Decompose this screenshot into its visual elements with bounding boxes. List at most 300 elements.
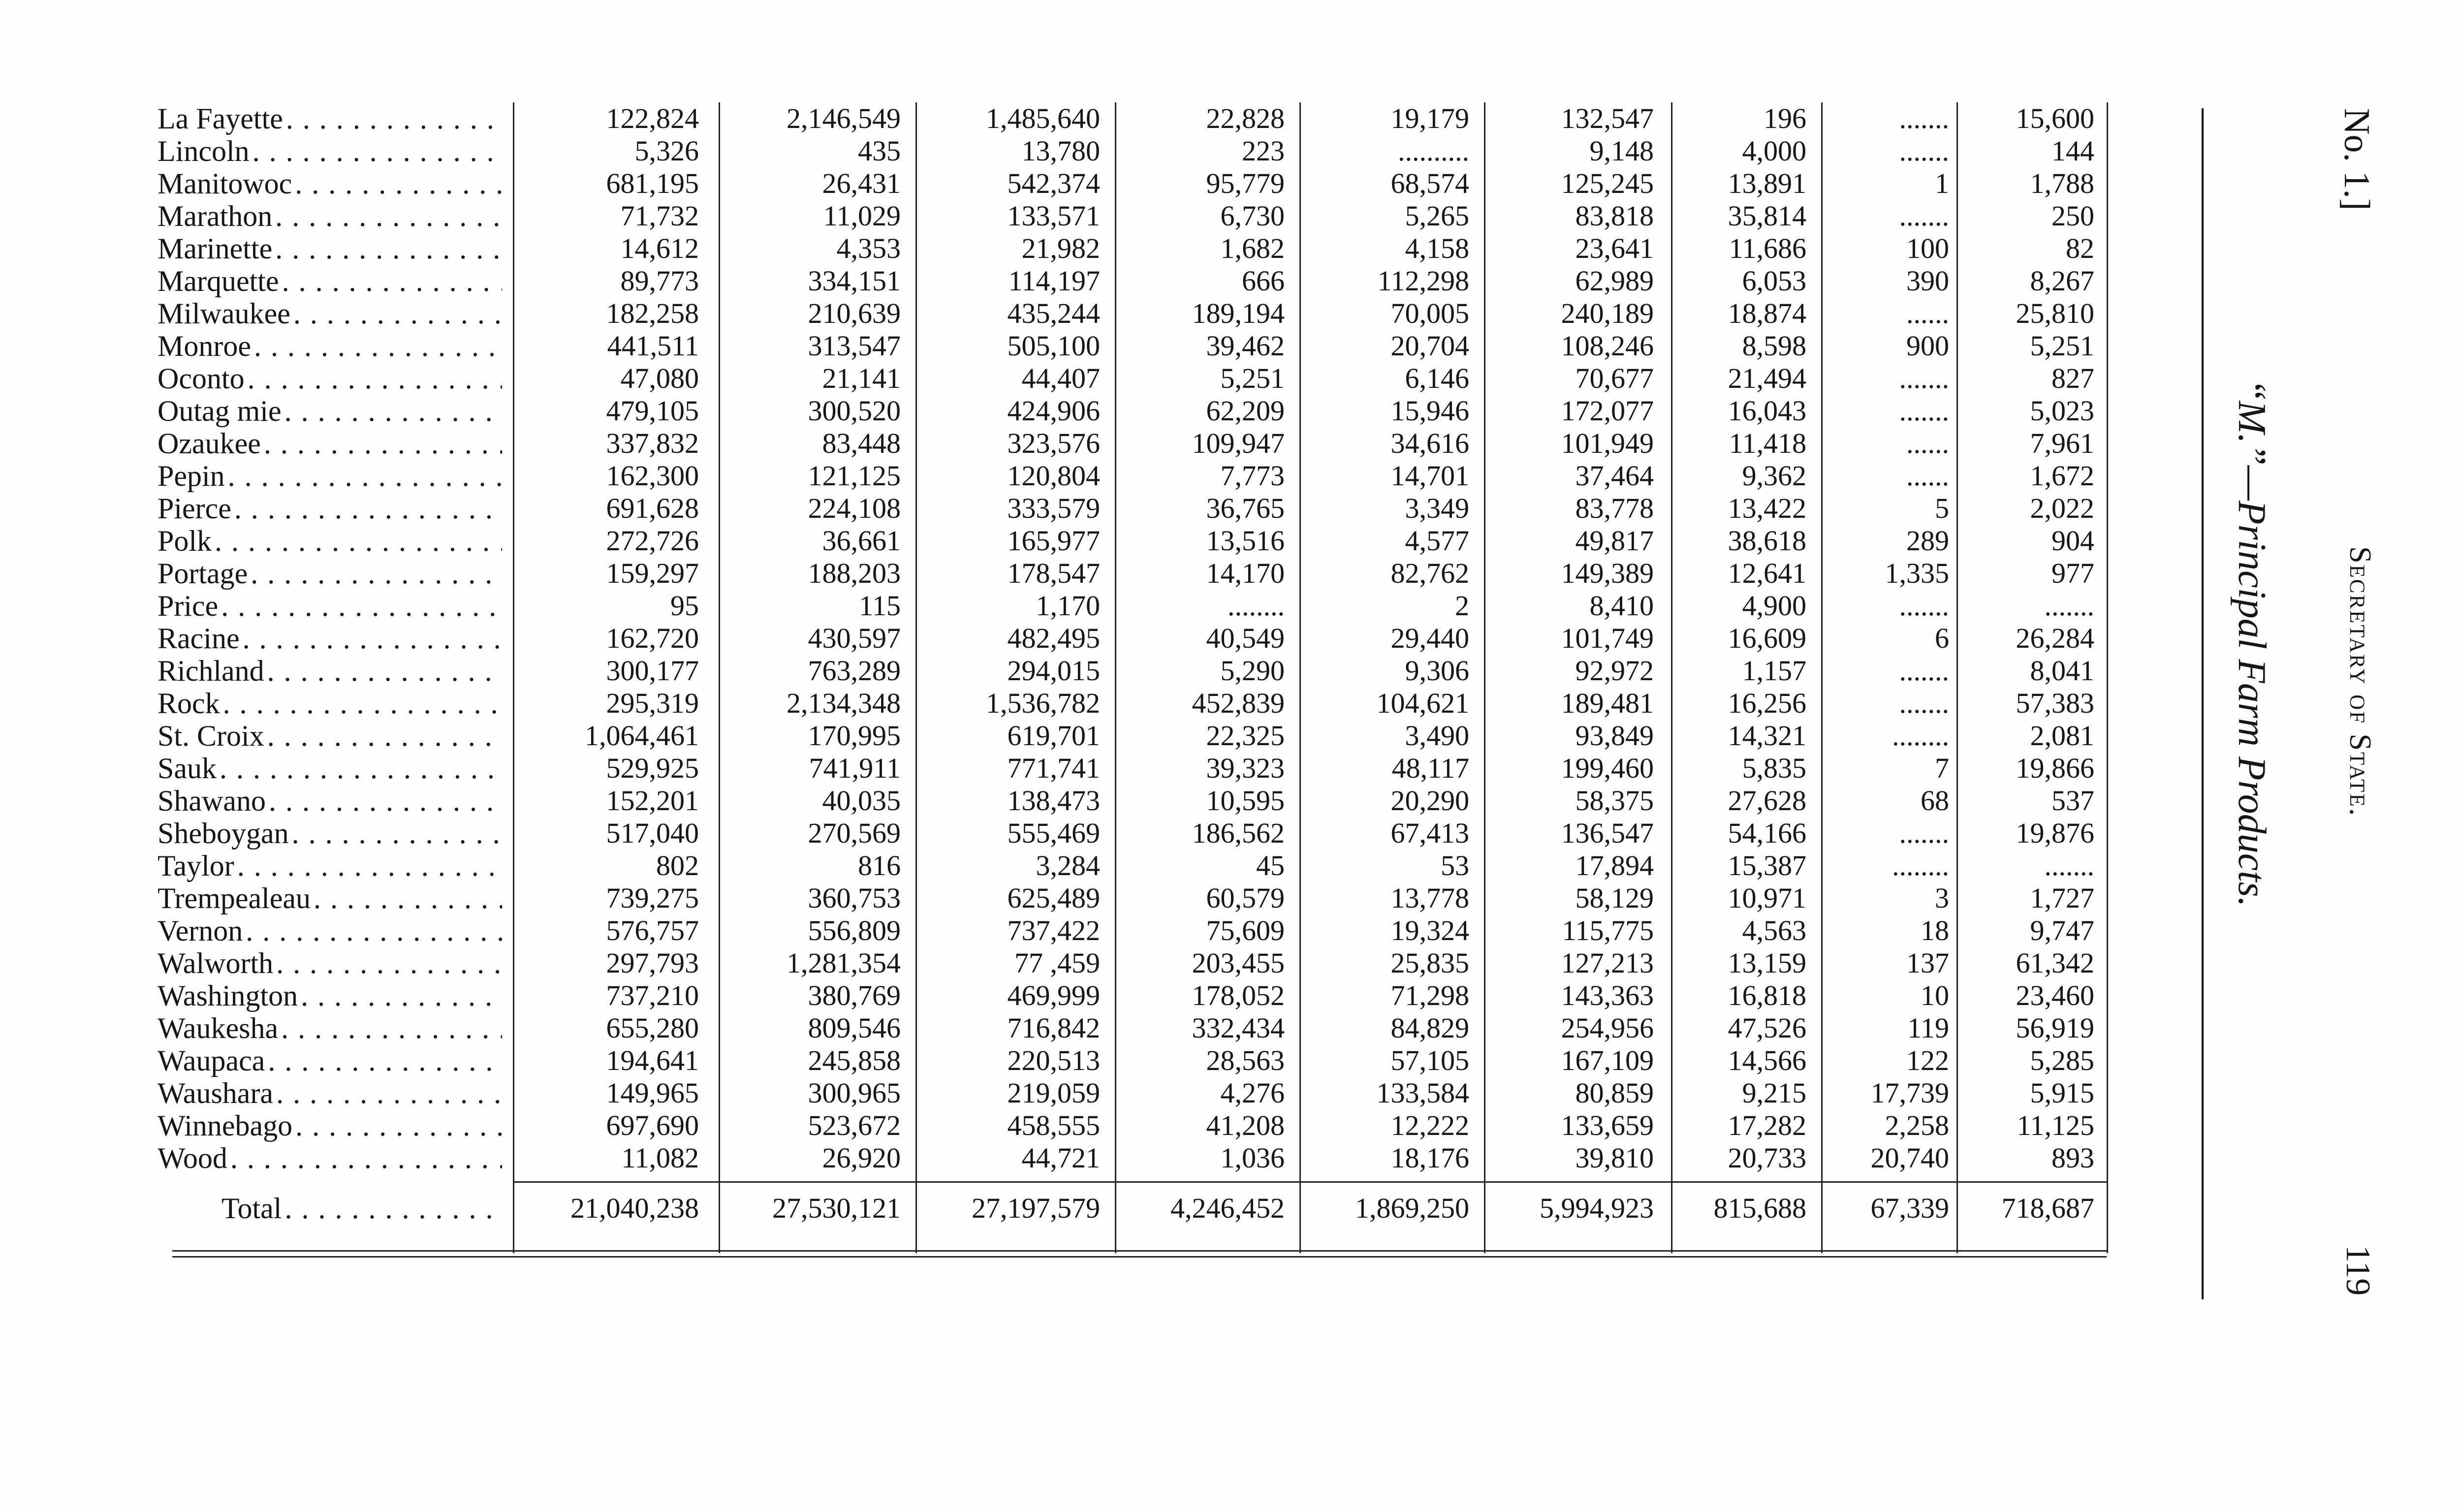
table-cell: 115,775	[1562, 914, 1654, 946]
row-label: Total	[221, 1192, 284, 1225]
table-cell: 6,730	[1220, 200, 1285, 232]
table-row	[158, 590, 2126, 622]
county-name	[158, 167, 502, 200]
table-cell: .......	[1899, 655, 1949, 687]
table-cell: 127,213	[1561, 947, 1654, 979]
table-cell: 23,460	[2016, 979, 2094, 1011]
table-cell: 737,422	[1007, 914, 1100, 946]
county-name	[158, 265, 502, 297]
table-cell: .......	[1899, 200, 1949, 232]
table-cell: 254,956	[1561, 1012, 1654, 1044]
table-cell: 125,245	[1561, 167, 1654, 199]
table-cell: 741,911	[809, 752, 901, 784]
county-name	[158, 882, 502, 914]
table-cell: .......	[2044, 590, 2094, 622]
table-row	[158, 1012, 2126, 1044]
table-row	[158, 1142, 2126, 1174]
table-cell: 1,064,461	[585, 720, 699, 752]
table-row	[158, 850, 2126, 882]
county-name	[158, 200, 502, 232]
table-cell: 4,276	[1220, 1077, 1285, 1109]
table-cell: 39,462	[1206, 330, 1285, 362]
table-cell: 1,682	[1220, 232, 1285, 264]
table-row	[158, 492, 2126, 525]
table-cell: 5,994,923	[1540, 1192, 1654, 1224]
table-cell: 441,511	[607, 330, 699, 362]
table-cell: 167,109	[1561, 1044, 1654, 1076]
table-cell: ........	[1892, 850, 1949, 882]
county-name	[158, 1077, 502, 1109]
table-cell: 9,215	[1742, 1077, 1806, 1109]
county-name	[158, 850, 502, 882]
table-cell: ......	[1906, 297, 1949, 329]
table-cell: 57,105	[1390, 1044, 1469, 1076]
table-cell: .......	[1899, 135, 1949, 167]
table-cell: 697,690	[606, 1109, 699, 1141]
table-cell: 5,251	[2030, 330, 2094, 362]
table-row	[158, 200, 2126, 232]
table-cell: 182,258	[606, 297, 699, 329]
row-label: Milwaukee	[158, 297, 293, 330]
table-cell: 189,194	[1192, 297, 1285, 329]
table-cell: 8,267	[2030, 265, 2094, 297]
table-cell: 19,866	[2016, 752, 2094, 784]
table-cell: 1,788	[2030, 167, 2094, 199]
table-cell: 5,251	[1220, 362, 1285, 394]
table-cell: 68	[1921, 785, 1949, 817]
county-name	[158, 1142, 502, 1174]
table-cell: 40,549	[1206, 622, 1285, 654]
row-label: Marinette	[158, 232, 275, 265]
table-cell: 49,817	[1575, 525, 1654, 557]
table-cell: 28,563	[1206, 1044, 1285, 1076]
table-cell: 101,749	[1561, 622, 1654, 654]
row-label: St. Croix	[158, 720, 267, 752]
row-label: Pierce	[158, 492, 234, 525]
table-cell: 101,949	[1561, 427, 1654, 459]
table-cell: 56,919	[2016, 1012, 2094, 1044]
table-cell: 294,015	[1007, 655, 1100, 687]
table-cell: 162,720	[606, 622, 699, 654]
row-label: Washington	[158, 979, 301, 1012]
county-name	[158, 947, 502, 979]
table-cell: 893	[2051, 1142, 2094, 1174]
table-cell: 1,485,640	[986, 102, 1100, 134]
row-label: Pepin	[158, 460, 228, 492]
table-cell: .......	[1899, 362, 1949, 394]
table-cell: .......	[1899, 590, 1949, 622]
table-cell: 19,876	[2016, 817, 2094, 849]
table-cell: 178,547	[1007, 557, 1100, 589]
table-cell: 2,258	[1885, 1109, 1949, 1141]
table-cell: 45	[1256, 850, 1285, 882]
table-cell: 15,946	[1390, 395, 1469, 427]
table-cell: 6	[1935, 622, 1949, 654]
table-cell: 619,701	[1007, 720, 1100, 752]
table-cell: 718,687	[2001, 1192, 2094, 1224]
table-row	[158, 460, 2126, 492]
table-cell: 170,995	[808, 720, 901, 752]
table-cell: 1,170	[1036, 590, 1100, 622]
table-cell: 2	[1455, 590, 1469, 622]
table-cell: 122	[1906, 1044, 1949, 1076]
table-cell: 555,469	[1007, 817, 1100, 849]
table-cell: 5,285	[2030, 1044, 2094, 1076]
table-cell: 802	[656, 850, 699, 882]
table-cell: 5,835	[1742, 752, 1806, 784]
table-cell: 625,489	[1007, 882, 1100, 914]
table-cell: 9,306	[1405, 655, 1469, 687]
table-cell: 12,641	[1728, 557, 1806, 589]
table-cell: 289	[1906, 525, 1949, 557]
table-cell: 2,081	[2030, 720, 2094, 752]
table-cell: 199,460	[1561, 752, 1654, 784]
table-cell: 3,349	[1405, 492, 1469, 524]
table-cell: 337,832	[606, 427, 699, 459]
farm-products-table	[158, 102, 2107, 1293]
table-cell: 83,778	[1575, 492, 1654, 524]
table-cell: 977	[2051, 557, 2094, 589]
table-cell: 60,579	[1206, 882, 1285, 914]
table-row	[158, 1044, 2126, 1077]
county-name	[158, 1044, 502, 1077]
table-cell: 1,281,354	[787, 947, 901, 979]
table-cell: 13,422	[1728, 492, 1806, 524]
row-label: Trempealeau	[158, 882, 314, 914]
table-cell: 47,526	[1728, 1012, 1806, 1044]
table-cell: 149,389	[1561, 557, 1654, 589]
table-cell: 57,383	[2016, 687, 2094, 719]
table-cell: 100	[1906, 232, 1949, 264]
table-cell: 18,874	[1728, 297, 1806, 329]
table-cell: 517,040	[606, 817, 699, 849]
table-cell: 143,363	[1561, 979, 1654, 1011]
table-cell: 172,077	[1561, 395, 1654, 427]
table-cell: 93,849	[1575, 720, 1654, 752]
table-cell: 58,129	[1575, 882, 1654, 914]
table-cell: 75,609	[1206, 914, 1285, 946]
table-cell: 523,672	[808, 1109, 901, 1141]
table-cell: 1,869,250	[1355, 1192, 1469, 1224]
county-name	[158, 557, 502, 590]
table-cell: 203,455	[1192, 947, 1285, 979]
row-label: Vernon	[158, 914, 246, 947]
table-cell: 5,326	[634, 135, 699, 167]
table-cell: 133,584	[1376, 1077, 1469, 1109]
table-cell: 17,282	[1728, 1109, 1806, 1141]
table-cell: 95	[670, 590, 699, 622]
table-cell: 21,494	[1728, 362, 1806, 394]
table-row	[158, 135, 2126, 167]
table-cell: 36,661	[822, 525, 901, 557]
table-cell: 29,440	[1390, 622, 1469, 654]
county-name	[158, 492, 502, 525]
table-cell: 435,244	[1007, 297, 1100, 329]
table-cell: 452,839	[1192, 687, 1285, 719]
table-row	[158, 882, 2126, 914]
table-cell: 1,536,782	[986, 687, 1100, 719]
table-cell: 54,166	[1728, 817, 1806, 849]
county-name	[158, 362, 502, 395]
table-cell: 10,595	[1206, 785, 1285, 817]
table-cell: 178,052	[1192, 979, 1285, 1011]
table-cell: 681,195	[606, 167, 699, 199]
table-cell: 219,059	[1007, 1077, 1100, 1109]
row-label: Rock	[158, 687, 223, 720]
row-label: Taylor	[158, 850, 237, 882]
table-cell: 38,618	[1728, 525, 1806, 557]
table-cell: 20,733	[1728, 1142, 1806, 1174]
table-cell: 23,641	[1575, 232, 1654, 264]
table-cell: 5,915	[2030, 1077, 2094, 1109]
table-cell: 334,151	[808, 265, 901, 297]
table-row	[158, 362, 2126, 395]
table-cell: 188,203	[808, 557, 901, 589]
table-cell: 132,547	[1561, 102, 1654, 134]
table-cell: 44,721	[1021, 1142, 1100, 1174]
table-cell: 771,741	[1007, 752, 1100, 784]
table-cell: 20,740	[1870, 1142, 1949, 1174]
table-cell: 1,157	[1742, 655, 1806, 687]
table-cell: 47,080	[620, 362, 699, 394]
table-cell: 162,300	[606, 460, 699, 492]
table-cell: 430,597	[808, 622, 901, 654]
table-cell: 10,971	[1728, 882, 1806, 914]
table-cell: 136,547	[1561, 817, 1654, 849]
table-cell: 16,043	[1728, 395, 1806, 427]
table-cell: 435	[858, 135, 901, 167]
table-cell: 8,041	[2030, 655, 2094, 687]
table-cell: 112,298	[1377, 265, 1469, 297]
county-name	[158, 914, 502, 947]
table-cell: 300,177	[606, 655, 699, 687]
table-cell: 18	[1921, 914, 1949, 946]
table-cell: 13,516	[1206, 525, 1285, 557]
table-cell: 17,894	[1575, 850, 1654, 882]
table-row	[158, 752, 2126, 785]
table-cell: 360,753	[808, 882, 901, 914]
table-cell: 19,179	[1390, 102, 1469, 134]
table-cell: 691,628	[606, 492, 699, 524]
county-name	[158, 460, 502, 492]
table-cell: 36,765	[1206, 492, 1285, 524]
bottom-double-rule	[172, 1250, 2107, 1252]
table-cell: 25,810	[2016, 297, 2094, 329]
table-cell: 240,189	[1561, 297, 1654, 329]
county-name	[158, 232, 502, 265]
table-cell: 22,828	[1206, 102, 1285, 134]
sum-rule	[513, 1181, 2107, 1183]
table-cell: 62,209	[1206, 395, 1285, 427]
table-row	[158, 914, 2126, 947]
table-cell: 27,530,121	[772, 1192, 901, 1224]
table-cell: .......	[1899, 102, 1949, 134]
table-cell: 121,125	[808, 460, 901, 492]
table-cell: 25,835	[1390, 947, 1469, 979]
table-cell: 900	[1906, 330, 1949, 362]
table-cell: .......	[2044, 850, 2094, 882]
table-cell: 104,621	[1376, 687, 1469, 719]
table-cell: 92,972	[1575, 655, 1654, 687]
table-cell: 115	[859, 590, 901, 622]
row-label: Racine	[158, 622, 243, 655]
table-cell: 4,000	[1742, 135, 1806, 167]
row-label: Waukesha	[158, 1012, 281, 1044]
table-cell: 7	[1935, 752, 1949, 784]
table-cell: 5,023	[2030, 395, 2094, 427]
table-cell: 1,727	[2030, 882, 2094, 914]
row-label: Shawano	[158, 785, 269, 817]
table-cell: 119	[1907, 1012, 1949, 1044]
table-cell: 194,641	[606, 1044, 699, 1076]
row-label: Waushara	[158, 1077, 276, 1109]
row-label: Monroe	[158, 330, 254, 362]
table-cell: 737,210	[606, 979, 699, 1011]
table-cell: 815,688	[1713, 1192, 1806, 1224]
table-cell: 1	[1935, 167, 1949, 199]
table-cell: 26,284	[2016, 622, 2094, 654]
table-row	[158, 167, 2126, 200]
table-cell: 3,284	[1036, 850, 1100, 882]
table-cell: 14,321	[1728, 720, 1806, 752]
table-row	[158, 265, 2126, 297]
table-cell: 8,410	[1589, 590, 1654, 622]
table-row	[158, 655, 2126, 687]
table-cell: 6,146	[1405, 362, 1469, 394]
row-label: Walworth	[158, 947, 276, 979]
table-cell: 2,022	[2030, 492, 2094, 524]
row-label: Marquette	[158, 265, 282, 297]
table-row	[158, 947, 2126, 979]
table-cell: 4,563	[1742, 914, 1806, 946]
table-cell: 297,793	[606, 947, 699, 979]
bottom-double-rule	[172, 1256, 2107, 1258]
table-cell: 13,891	[1728, 167, 1806, 199]
table-row	[158, 102, 2126, 135]
table-cell: 15,387	[1728, 850, 1806, 882]
table-cell: 1,036	[1220, 1142, 1285, 1174]
table-cell: 95,779	[1206, 167, 1285, 199]
table-cell: 159,297	[606, 557, 699, 589]
section-title: “M.”—Principal Farm Products.	[2230, 379, 2273, 907]
table-cell: 37,464	[1575, 460, 1654, 492]
table-cell: 13,780	[1021, 135, 1100, 167]
county-name	[158, 720, 502, 752]
table-cell: 120,804	[1007, 460, 1100, 492]
table-cell: 8,598	[1742, 330, 1806, 362]
row-label: Ozaukee	[158, 427, 264, 460]
table-cell: 189,481	[1561, 687, 1654, 719]
table-cell: 26,431	[822, 167, 901, 199]
running-head-margin	[2200, 103, 2451, 1304]
table-cell: 12,222	[1390, 1109, 1469, 1141]
table-cell: 58,375	[1575, 785, 1654, 817]
row-label: Marathon	[158, 200, 275, 232]
county-name	[158, 622, 502, 655]
table-cell: 48,117	[1391, 752, 1469, 784]
total-row	[158, 1192, 2126, 1225]
table-cell: 5,265	[1405, 200, 1469, 232]
table-cell: 10	[1921, 979, 1949, 1011]
table-cell: 3	[1935, 882, 1949, 914]
table-cell: .......	[1899, 395, 1949, 427]
table-cell: ......	[1906, 427, 1949, 459]
table-cell: 15,600	[2016, 102, 2094, 134]
row-label: Polk	[158, 525, 215, 557]
table-cell: 245,858	[808, 1044, 901, 1076]
table-cell: 71,732	[620, 200, 699, 232]
table-row	[158, 297, 2126, 330]
table-cell: 542,374	[1007, 167, 1100, 199]
table-cell: 4,577	[1405, 525, 1469, 557]
table-cell: 6,053	[1742, 265, 1806, 297]
table-cell: 7,961	[2030, 427, 2094, 459]
table-row	[158, 232, 2126, 265]
table-cell: 68,574	[1390, 167, 1469, 199]
table-cell: 84,829	[1390, 1012, 1469, 1044]
row-label: Oconto	[158, 362, 248, 395]
table-cell: 4,900	[1742, 590, 1806, 622]
county-name	[158, 1012, 502, 1044]
table-cell: 458,555	[1007, 1109, 1100, 1141]
table-cell: 133,571	[1007, 200, 1100, 232]
table-cell: 2,134,348	[787, 687, 901, 719]
table-cell: 295,319	[606, 687, 699, 719]
table-cell: 3,490	[1405, 720, 1469, 752]
county-name	[158, 1109, 502, 1142]
table-cell: 89,773	[620, 265, 699, 297]
table-cell: 35,814	[1728, 200, 1806, 232]
table-cell: 763,289	[808, 655, 901, 687]
table-cell: 224,108	[808, 492, 901, 524]
table-row	[158, 1077, 2126, 1109]
table-cell: 380,769	[808, 979, 901, 1011]
issue-number: No. 1.]	[2336, 108, 2377, 211]
table-cell: 108,246	[1561, 330, 1654, 362]
table-cell: 816	[858, 850, 901, 882]
row-label: Price	[158, 590, 221, 622]
table-cell: 1,672	[2030, 460, 2094, 492]
table-cell: 13,778	[1390, 882, 1469, 914]
table-cell: 20,290	[1390, 785, 1469, 817]
table-cell: 11,029	[823, 200, 901, 232]
table-cell: 537	[2051, 785, 2094, 817]
table-cell: 44,407	[1021, 362, 1100, 394]
row-label: Richland	[158, 655, 267, 687]
table-cell: 11,125	[2017, 1109, 2094, 1141]
table-cell: ........	[1228, 590, 1285, 622]
table-cell: 479,105	[606, 395, 699, 427]
table-cell: 332,434	[1192, 1012, 1285, 1044]
table-cell: 4,158	[1405, 232, 1469, 264]
table-cell: ........	[1892, 720, 1949, 752]
county-name	[158, 297, 502, 330]
table-cell: 250	[2051, 200, 2094, 232]
table-cell: 67,413	[1390, 817, 1469, 849]
county-name	[158, 427, 502, 460]
table-cell: 114,197	[1008, 265, 1100, 297]
table-cell: 22,325	[1206, 720, 1285, 752]
table-cell: .......	[1899, 817, 1949, 849]
table-cell: 223	[1242, 135, 1285, 167]
county-name	[158, 655, 502, 687]
row-label: La Fayette	[158, 102, 286, 135]
table-cell: 53	[1441, 850, 1469, 882]
table-cell: 576,757	[606, 914, 699, 946]
row-label: Wood	[158, 1142, 230, 1174]
table-cell: 529,925	[606, 752, 699, 784]
table-cell: 323,576	[1007, 427, 1100, 459]
